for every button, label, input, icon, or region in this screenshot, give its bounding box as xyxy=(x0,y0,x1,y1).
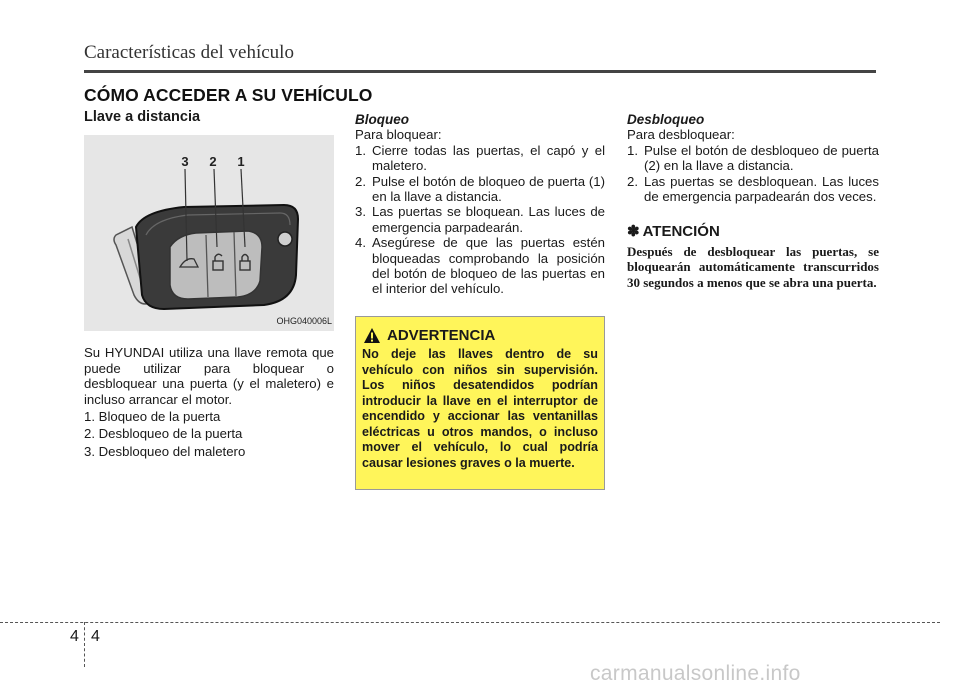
warning-header xyxy=(362,327,598,344)
callout-label-2: 2 xyxy=(209,154,217,170)
unlock-intro: Para desbloquear: xyxy=(627,127,735,143)
unlock-heading: Desbloqueo xyxy=(627,112,705,127)
lock-step-text: Asegúrese de que las puertas estén bloqueadas comprobando la posición del botón de bloqueo de las puertas en el interior del vehículo. xyxy=(372,235,605,297)
column-remote-key xyxy=(84,110,334,459)
warning-title: ADVERTENCIA xyxy=(387,327,496,344)
lock-step xyxy=(355,143,605,174)
warning-text: No deje las llaves dentro de su vehículo con niños sin supervisión. Los niños desatendidos podrían introducir la llave en el interruptor de encendido y accionar las ventanillas eléctricas u otros mandos, o incluso mover el vehículo, lo cual podría causar lesiones graves o la muerte. xyxy=(362,347,598,470)
callout-label-3: 3 xyxy=(181,154,189,170)
attention-header xyxy=(627,224,879,239)
section-title: CÓMO ACCEDER A SU VEHÍCULO xyxy=(84,85,373,105)
warning-box xyxy=(355,316,605,490)
lock-step xyxy=(355,235,605,297)
attention-text: Después de desbloquear las puertas, se bloquearán automáticamente transcurridos 30 segundos a menos que se abra una puerta. xyxy=(627,243,879,290)
column-unlock xyxy=(627,110,879,290)
figure-code: OHG040006L xyxy=(276,316,332,326)
key-fob-illustration xyxy=(84,135,334,331)
lock-step-text: Las puertas se bloquean. Las luces de emergencia parpadearán. xyxy=(372,204,605,235)
page-chapter-number: 4 xyxy=(70,628,79,645)
unlock-step-text: Las puertas se desbloquean. Las luces de emergencia parpadearán dos veces. xyxy=(644,173,879,205)
subhead-remote-key: Llave a distancia xyxy=(84,109,201,125)
lock-step-number: 4. xyxy=(355,235,366,251)
lock-step xyxy=(355,204,605,235)
lock-step-number: 1. xyxy=(355,142,366,158)
remote-key-intro: Su HYUNDAI utiliza una llave remota que puede utilizar para bloquear o desbloquear una puerta (y el maletero) e incluso arrancar el motor. xyxy=(84,345,334,407)
unlock-step-text: Pulse el botón de desbloqueo de puerta (2) en la llave a distancia. xyxy=(644,142,879,174)
watermark-text: carmanualsonline.info xyxy=(590,662,801,685)
key-item-2: 2. Desbloqueo de la puerta xyxy=(84,426,243,442)
lock-heading: Bloqueo xyxy=(355,112,409,127)
footer-dashed-divider xyxy=(84,622,85,667)
lock-step-number: 3. xyxy=(355,204,366,220)
unlock-step xyxy=(627,143,879,174)
attention-title: ATENCIÓN xyxy=(642,223,720,241)
unlock-step-number: 2. xyxy=(627,173,638,189)
lock-step-text: Cierre todas las puertas, el capó y el maletero. xyxy=(372,142,605,174)
unlock-step-number: 1. xyxy=(627,142,638,158)
lock-step-number: 2. xyxy=(355,173,366,189)
key-fob-figure xyxy=(84,135,334,331)
header-rule xyxy=(84,70,876,73)
page-number: 4 xyxy=(91,628,100,645)
attention-asterisk-icon: ✽ xyxy=(627,223,640,241)
key-item-1: 1. Bloqueo de la puerta xyxy=(84,409,221,425)
key-item-3: 3. Desbloqueo del maletero xyxy=(84,443,246,459)
unlock-step xyxy=(627,174,879,205)
lock-intro: Para bloquear: xyxy=(355,127,442,143)
warning-triangle-icon xyxy=(363,327,381,344)
chapter-header-title: Características del vehículo xyxy=(84,42,294,63)
callout-label-1: 1 xyxy=(237,154,245,170)
lock-step-text: Pulse el botón de bloqueo de puerta (1) en la llave a distancia. xyxy=(372,173,605,205)
lock-step xyxy=(355,174,605,205)
footer-dashed-rule xyxy=(0,622,940,623)
column-lock xyxy=(355,110,605,297)
